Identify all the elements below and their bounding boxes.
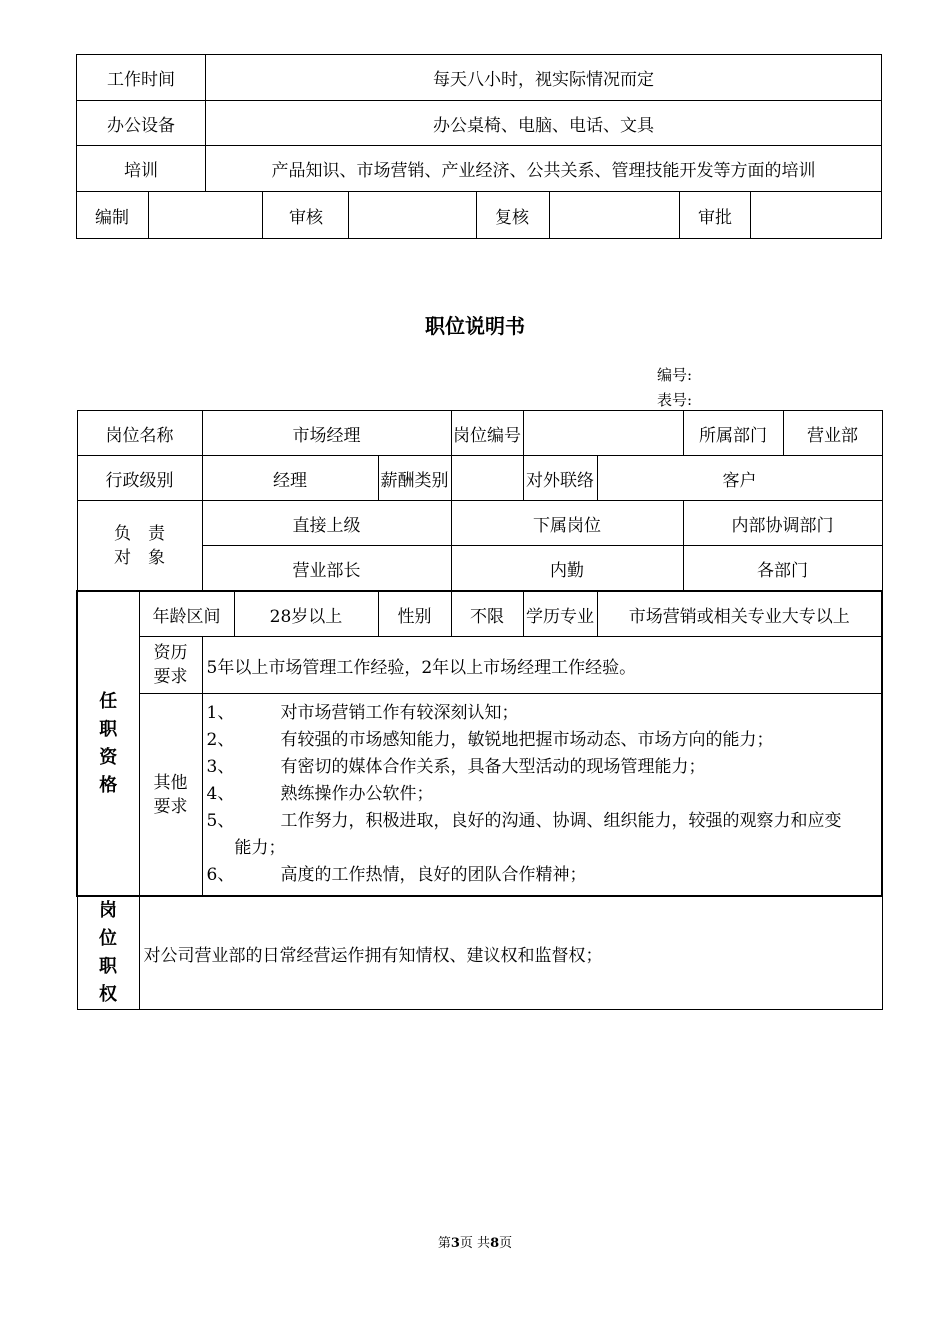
requirement-text: 有密切的媒体合作关系，具备大型活动的现场管理能力； (280, 757, 706, 777)
requirement-text: 高度的工作热情，良好的团队合作精神； (280, 865, 587, 885)
requirement-number: 1、 (206, 703, 235, 723)
responsibility-label-line2: 对 象 (114, 547, 165, 568)
requirement-item (205, 862, 880, 889)
requirement-text: 有较强的市场感知能力，敏锐地把握市场动态、市场方向的能力； (280, 730, 774, 750)
review-label: 审核 (263, 192, 349, 239)
training-label: 培训 (77, 146, 206, 192)
other-requirements-list (202, 694, 882, 897)
requirement-text: 工作努力，积极进取，良好的沟通、协调、组织能力，较强的观察力和应变 (280, 811, 842, 831)
requirement-continuation: 能力； (234, 838, 286, 858)
footer-middle: 页 共 (459, 1236, 491, 1251)
footer-prefix: 第 (437, 1236, 451, 1251)
level-value: 经理 (202, 456, 378, 501)
qualification-char-1: 任 (99, 690, 118, 712)
requirement-text: 对市场营销工作有较深刻认知； (280, 703, 519, 723)
page-title: 职位说明书 (425, 314, 525, 338)
age-label: 年龄区间 (139, 591, 234, 637)
experience-label-line2: 要求 (153, 667, 188, 687)
qualification-char-4: 格 (99, 774, 118, 796)
recheck-field[interactable] (550, 192, 680, 239)
education-label: 学历专业 (523, 591, 597, 637)
approve-label: 审批 (680, 192, 751, 239)
work-time-value: 每天八小时，视实际情况而定 (206, 55, 882, 101)
requirement-item (205, 727, 880, 754)
requirement-number: 2、 (206, 730, 235, 750)
other-requirements-label (139, 694, 202, 897)
gender-label: 性别 (378, 591, 451, 637)
requirement-number: 6、 (206, 865, 235, 885)
number-label: 编号: (657, 366, 693, 384)
footer-suffix: 页 (499, 1236, 513, 1251)
dept-label: 所属部门 (683, 411, 783, 456)
subordinate-value: 内勤 (451, 546, 683, 592)
authority-char-2: 位 (99, 928, 117, 949)
requirement-item (205, 808, 880, 835)
requirement-number: 5、 (206, 811, 235, 831)
equipment-value: 办公桌椅、电脑、电话、文具 (206, 101, 882, 146)
page-footer (0, 1232, 950, 1251)
subordinate-label: 下属岗位 (451, 501, 683, 546)
footer-page-number: 3 (450, 1236, 460, 1251)
position-code-label: 岗位编号 (451, 411, 523, 456)
coordination-label: 内部协调部门 (683, 501, 882, 546)
salary-label: 薪酬类别 (378, 456, 451, 501)
authority-char-3: 职 (99, 956, 117, 977)
qualification-char-2: 职 (99, 718, 118, 740)
superior-value: 营业部长 (202, 546, 451, 592)
gender-value: 不限 (451, 591, 523, 637)
approve-field[interactable] (751, 192, 882, 239)
job-info-table (76, 54, 882, 239)
authority-section-label (77, 896, 139, 1010)
level-label: 行政级别 (77, 456, 202, 501)
qualification-char-3: 资 (99, 746, 118, 768)
work-time-label: 工作时间 (77, 55, 206, 101)
contact-label: 对外联络 (523, 456, 597, 501)
authority-value: 对公司营业部的日常经营运作拥有知情权、建议权和监督权； (139, 896, 882, 1010)
responsibility-label (77, 501, 202, 592)
other-label-line2: 要求 (153, 796, 188, 817)
compile-label: 编制 (77, 192, 149, 239)
coordination-value: 各部门 (683, 546, 882, 592)
responsibility-label-line1: 负 责 (114, 523, 165, 544)
education-value: 市场营销或相关专业大专以上 (597, 591, 882, 637)
position-description-table (76, 410, 883, 1010)
equipment-label: 办公设备 (77, 101, 206, 146)
experience-label-line1: 资历 (153, 643, 188, 663)
salary-value[interactable] (451, 456, 523, 501)
experience-value: 5年以上市场管理工作经验，2年以上市场经理工作经验。 (202, 637, 882, 694)
footer-total-pages: 8 (490, 1236, 500, 1251)
position-name-label: 岗位名称 (77, 411, 202, 456)
qualification-section-label (77, 591, 139, 896)
review-field[interactable] (349, 192, 477, 239)
recheck-label: 复核 (477, 192, 550, 239)
requirement-text: 熟练操作办公软件； (280, 784, 434, 804)
requirement-number: 3、 (206, 757, 235, 777)
training-value: 产品知识、市场营销、产业经济、公共关系、管理技能开发等方面的培训 (206, 146, 882, 192)
contact-value: 客户 (597, 456, 882, 501)
compile-field[interactable] (149, 192, 263, 239)
dept-value: 营业部 (783, 411, 882, 456)
authority-char-1: 岗 (99, 900, 117, 921)
requirement-number: 4、 (206, 784, 235, 804)
position-code-value[interactable] (523, 411, 683, 456)
requirement-item (205, 754, 880, 781)
form-label: 表号: (657, 391, 693, 409)
other-label-line1: 其他 (153, 772, 188, 793)
experience-label (139, 637, 202, 694)
authority-char-4: 权 (99, 984, 117, 1005)
requirement-item (205, 700, 880, 727)
age-value: 28岁以上 (234, 591, 378, 637)
superior-label: 直接上级 (202, 501, 451, 546)
position-name-value: 市场经理 (202, 411, 451, 456)
requirement-item (205, 781, 880, 808)
